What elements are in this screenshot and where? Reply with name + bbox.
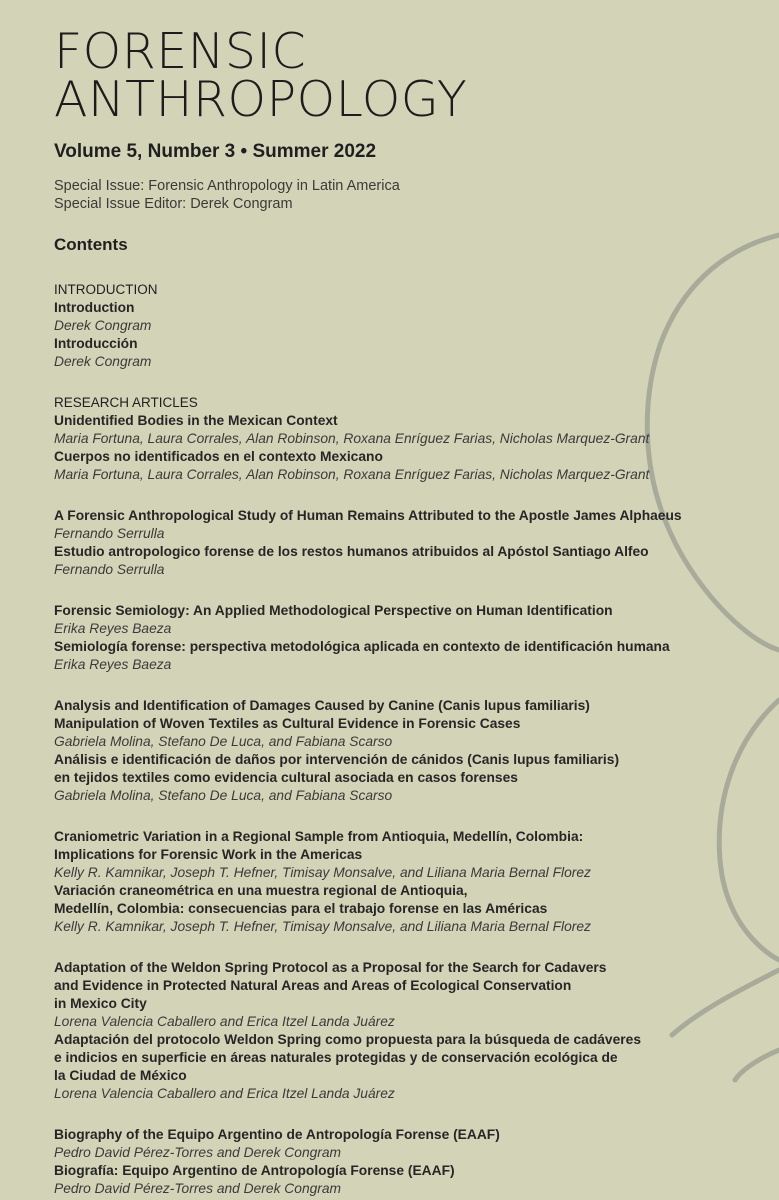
contents-section xyxy=(54,697,754,805)
article-authors: Lorena Valencia Caballero and Erica Itzel Landa Juárez xyxy=(54,1086,395,1101)
article-title: Análisis e identificación de daños por intervención de cánidos (Canis lupus familiaris) xyxy=(54,752,620,767)
special-issue-editor: Special Issue Editor: Derek Congram xyxy=(54,196,293,212)
article-authors: Kelly R. Kamnikar, Joseph T. Hefner, Timisay Monsalve, and Liliana Maria Bernal Florez xyxy=(54,865,591,880)
journal-title xyxy=(54,23,754,128)
article-title: Estudio antropologico forense de los restos humanos atribuidos al Apóstol Santiago Alfeo xyxy=(54,544,649,559)
article-authors: Pedro David Pérez-Torres and Derek Congram xyxy=(54,1145,342,1160)
contents-heading: Contents xyxy=(54,235,128,254)
article-authors: Gabriela Molina, Stefano De Luca, and Fabiana Scarso xyxy=(54,734,393,749)
article-authors: Fernando Serrulla xyxy=(54,526,165,541)
article-title: Biografía: Equipo Argentino de Antropología Forense (EAAF) xyxy=(54,1163,455,1178)
article-authors: Maria Fortuna, Laura Corrales, Alan Robinson, Roxana Enríguez Farias, Nicholas Marquez-Grant xyxy=(54,467,650,482)
article-title: Variación craneométrica en una muestra regional de Antioquia, xyxy=(54,883,468,898)
article-entry xyxy=(54,602,754,674)
article-authors: Derek Congram xyxy=(54,354,152,369)
article-title: A Forensic Anthropological Study of Human Remains Attributed to the Apostle James Alphaeus xyxy=(54,508,682,523)
article-title: Cuerpos no identificados en el contexto Mexicano xyxy=(54,449,383,464)
article-title: Introducción xyxy=(54,336,138,351)
article-title: Introduction xyxy=(54,300,135,315)
special-issue-name: Special Issue: Forensic Anthropology in Latin America xyxy=(54,178,400,194)
issue-info: Volume 5, Number 3 • Summer 2022 xyxy=(54,141,377,162)
article-entry xyxy=(54,697,754,805)
article-title: in Mexico City xyxy=(54,996,147,1011)
contents-section xyxy=(54,507,754,579)
section-label: INTRODUCTION xyxy=(54,282,158,297)
article-authors: Maria Fortuna, Laura Corrales, Alan Robinson, Roxana Enríguez Farias, Nicholas Marquez-Grant xyxy=(54,431,650,446)
article-title: en tejidos textiles como evidencia cultural asociada en casos forenses xyxy=(54,770,518,785)
contents-section xyxy=(54,1126,754,1198)
special-issue-info xyxy=(54,177,754,213)
article-title: Analysis and Identification of Damages Caused by Canine (Canis lupus familiaris) xyxy=(54,698,590,713)
article-entry xyxy=(54,299,754,371)
journal-title-line-1: FORENSIC xyxy=(54,23,307,80)
article-authors: Gabriela Molina, Stefano De Luca, and Fabiana Scarso xyxy=(54,788,393,803)
contents-section xyxy=(54,602,754,674)
article-authors: Kelly R. Kamnikar, Joseph T. Hefner, Timisay Monsalve, and Liliana Maria Bernal Florez xyxy=(54,919,591,934)
contents-section xyxy=(54,959,754,1103)
article-title: la Ciudad de México xyxy=(54,1068,187,1083)
article-authors: Erika Reyes Baeza xyxy=(54,657,172,672)
table-of-contents-page xyxy=(54,23,754,1198)
contents-section xyxy=(54,828,754,936)
article-entry xyxy=(54,828,754,936)
section-label: RESEARCH ARTICLES xyxy=(54,395,198,410)
article-title: Craniometric Variation in a Regional Sample from Antioquia, Medellín, Colombia: xyxy=(54,829,584,844)
article-authors: Derek Congram xyxy=(54,318,152,333)
article-entry xyxy=(54,959,754,1103)
article-title: and Evidence in Protected Natural Areas and Areas of Ecological Conservation xyxy=(54,978,572,993)
article-entry xyxy=(54,1126,754,1198)
article-title: Implications for Forensic Work in the Americas xyxy=(54,847,363,862)
article-entry xyxy=(54,507,754,579)
article-title: e indicios en superficie en áreas naturales protegidas y de conservación ecológica de xyxy=(54,1050,618,1065)
article-title: Manipulation of Woven Textiles as Cultural Evidence in Forensic Cases xyxy=(54,716,521,731)
article-title: Medellín, Colombia: consecuencias para el trabajo forense en las Américas xyxy=(54,901,548,916)
article-title: Semiología forense: perspectiva metodológica aplicada en contexto de identificación humana xyxy=(54,639,670,654)
article-title: Biography of the Equipo Argentino de Antropología Forense (EAAF) xyxy=(54,1127,500,1142)
article-authors: Pedro David Pérez-Torres and Derek Congram xyxy=(54,1181,342,1196)
contents-list xyxy=(54,281,754,1198)
article-title: Adaptation of the Weldon Spring Protocol as a Proposal for the Search for Cadavers xyxy=(54,960,607,975)
article-entry xyxy=(54,412,754,484)
journal-title-line-2: ANTHROPOLOGY xyxy=(54,71,468,128)
article-title: Forensic Semiology: An Applied Methodological Perspective on Human Identification xyxy=(54,603,613,618)
article-authors: Erika Reyes Baeza xyxy=(54,621,172,636)
article-title: Unidentified Bodies in the Mexican Context xyxy=(54,413,338,428)
article-authors: Lorena Valencia Caballero and Erica Itzel Landa Juárez xyxy=(54,1014,395,1029)
contents-section xyxy=(54,394,754,484)
article-title: Adaptación del protocolo Weldon Spring como propuesta para la búsqueda de cadáveres xyxy=(54,1032,641,1047)
article-authors: Fernando Serrulla xyxy=(54,562,165,577)
contents-section xyxy=(54,281,754,371)
